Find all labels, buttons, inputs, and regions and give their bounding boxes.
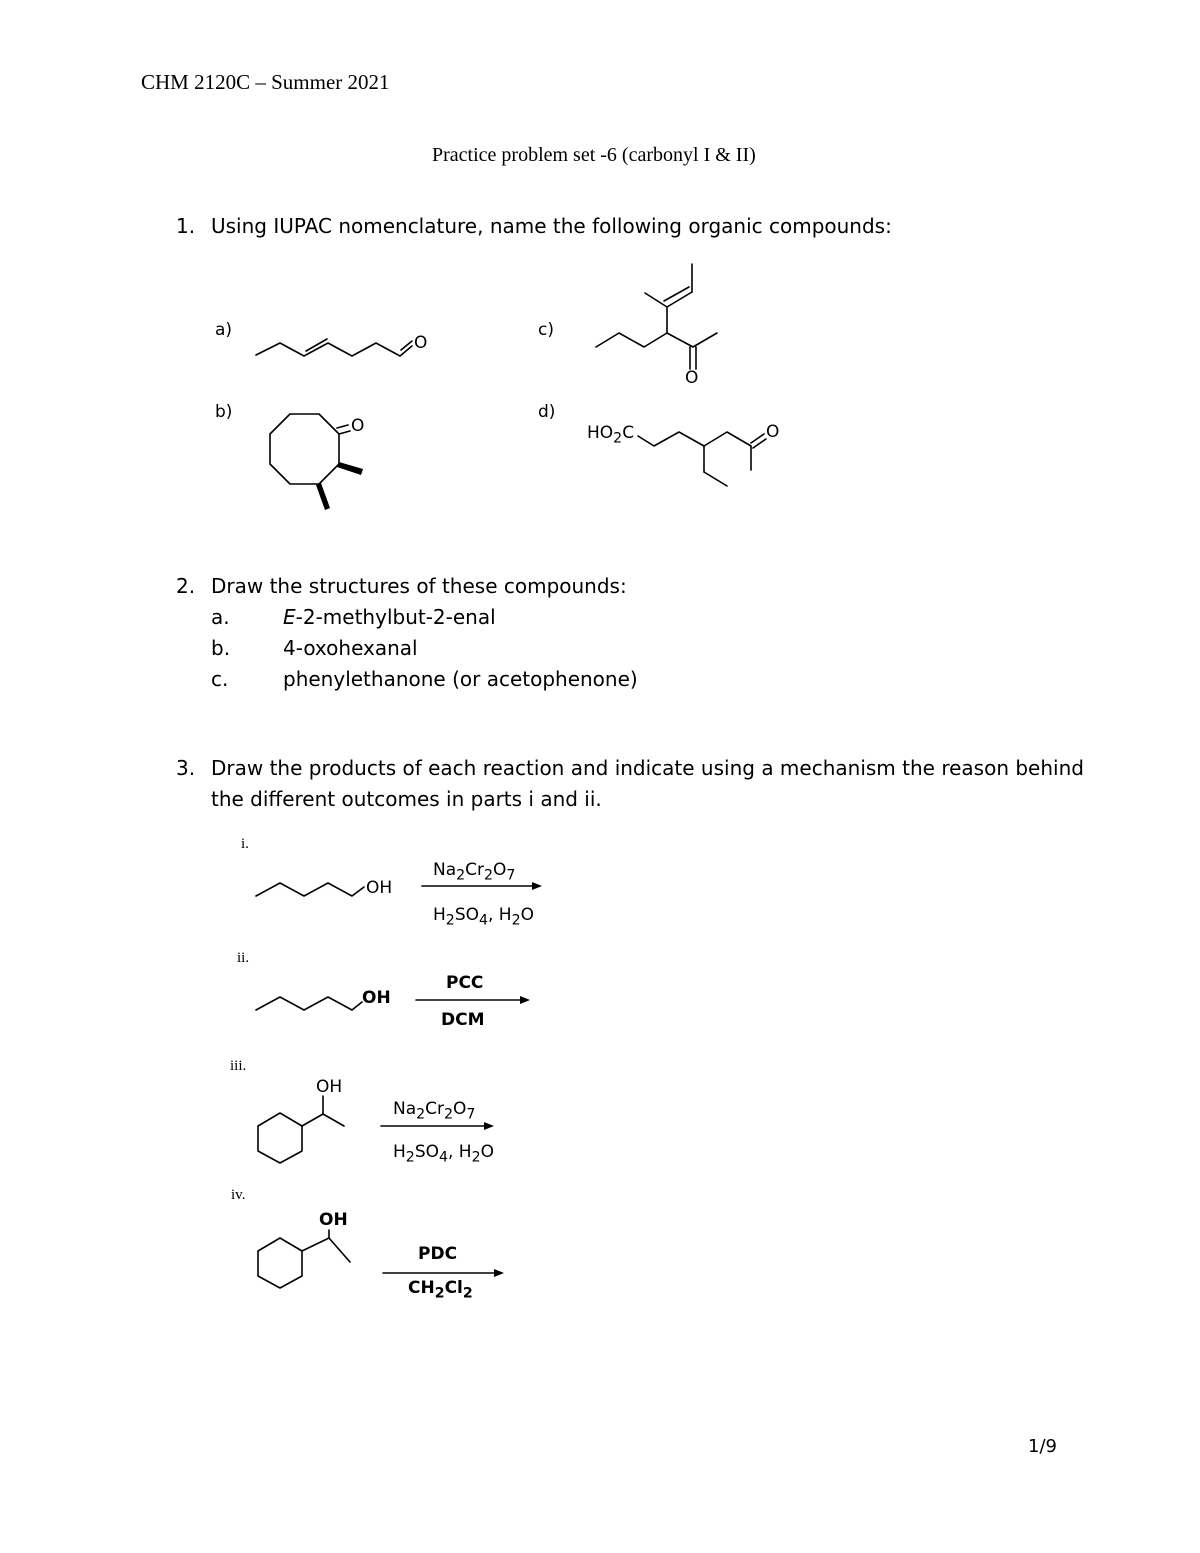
reaction-ii-numeral: ii. bbox=[237, 950, 250, 966]
reaction-iv-substrate bbox=[258, 1230, 350, 1288]
compound-label-d: d) bbox=[538, 402, 556, 422]
compound-a-oxygen: O bbox=[414, 333, 428, 353]
reaction-iv-oh: OH bbox=[319, 1210, 348, 1230]
reaction-iv-reagent-bottom: $CH_2Cl_2$ bbox=[408, 1278, 473, 1302]
question-1-number: 1. bbox=[176, 214, 196, 238]
question-2-item-b-letter: b. bbox=[211, 636, 231, 660]
reaction-ii-reagent-top: PCC bbox=[446, 973, 484, 993]
compound-d-oxygen: O bbox=[766, 422, 780, 442]
course-title: CHM 2120C – Summer 2021 bbox=[141, 70, 390, 94]
page-number: 1/9 bbox=[1028, 1436, 1057, 1457]
reaction-iv-reagent-top: PDC bbox=[418, 1244, 458, 1264]
compound-d-acid-text: $HO_2C$ bbox=[587, 423, 635, 447]
question-2-item-c: phenylethanone (or acetophenone) bbox=[283, 667, 638, 691]
reaction-iii-substrate bbox=[258, 1096, 344, 1163]
reaction-iv-numeral: iv. bbox=[231, 1187, 246, 1203]
reaction-ii-reagent-bottom: DCM bbox=[441, 1010, 485, 1030]
compound-d-structure bbox=[638, 432, 766, 486]
question-2-item-a-letter: a. bbox=[211, 605, 230, 629]
question-3-number: 3. bbox=[176, 756, 196, 780]
problem-set-title: Practice problem set -6 (carbonyl I & II) bbox=[432, 144, 756, 166]
compound-b-oxygen: O bbox=[351, 416, 365, 436]
stereo-prefix: E bbox=[283, 605, 296, 629]
reaction-i-oh: OH bbox=[366, 878, 393, 898]
reaction-iii-numeral: iii. bbox=[230, 1058, 247, 1074]
question-1-text: Using IUPAC nomenclature, name the following organic compounds: bbox=[211, 214, 892, 238]
compound-b-structure bbox=[270, 414, 363, 510]
compound-label-c: c) bbox=[538, 320, 554, 340]
question-3-line-2: the different outcomes in parts i and ii. bbox=[211, 787, 602, 811]
question-2-number: 2. bbox=[176, 574, 196, 598]
compound-a-structure bbox=[256, 339, 412, 356]
question-2-item-c-letter: c. bbox=[211, 667, 229, 691]
question-2-item-a bbox=[283, 605, 496, 629]
question-3-line-1: Draw the products of each reaction and indicate using a mechanism the reason behind bbox=[211, 756, 1084, 780]
compound-c-structure bbox=[596, 264, 717, 369]
compound-label-a: a) bbox=[215, 320, 233, 340]
reaction-i-reagent-top: $Na_2Cr_2O_7$ bbox=[433, 860, 516, 884]
reaction-iii-oh: OH bbox=[316, 1077, 343, 1097]
reaction-i-numeral: i. bbox=[241, 836, 249, 852]
question-2-item-a-name: -2-methylbut-2-enal bbox=[295, 605, 496, 629]
reaction-arrows bbox=[381, 882, 542, 1277]
question-2-text: Draw the structures of these compounds: bbox=[211, 574, 627, 598]
compound-c-oxygen: O bbox=[685, 368, 699, 388]
reaction-iii-reagent-bottom: $H_2SO_4$, $H_2O$ bbox=[393, 1142, 494, 1166]
compound-d-acid-group bbox=[587, 423, 634, 446]
reaction-ii-substrate bbox=[256, 997, 362, 1010]
question-2-item-b: 4-oxohexanal bbox=[283, 636, 418, 660]
reaction-i-reagent-bottom: $H_2SO_4$, $H_2O$ bbox=[433, 905, 534, 929]
reaction-ii-oh: OH bbox=[362, 988, 391, 1008]
reaction-i-substrate bbox=[256, 883, 364, 896]
compound-label-b: b) bbox=[215, 402, 233, 422]
reaction-iii-reagent-top: $Na_2Cr_2O_7$ bbox=[393, 1099, 476, 1123]
